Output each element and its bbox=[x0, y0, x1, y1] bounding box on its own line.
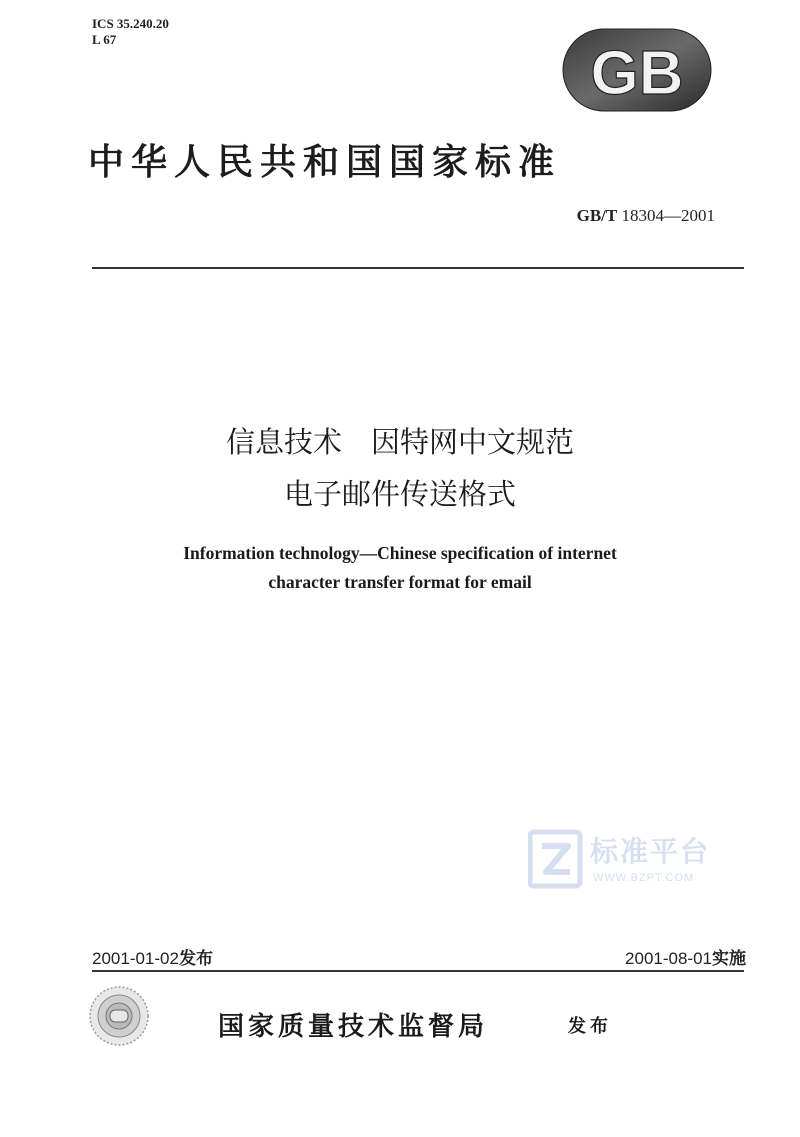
classification-codes bbox=[92, 16, 169, 48]
national-standard-title: 中华人民共和国国家标准 bbox=[88, 141, 562, 183]
header-divider bbox=[92, 267, 744, 269]
english-title-line-2: character transfer format for email bbox=[268, 572, 532, 592]
english-title-line-1: Information technology—Chinese specification of internet bbox=[183, 543, 617, 563]
implementation-date-value: 2001-08-01 bbox=[625, 949, 712, 968]
issue-date-value: 2001-01-02 bbox=[92, 949, 179, 968]
publish-label: 发布 bbox=[568, 1016, 612, 1037]
implementation-label: 实施 bbox=[712, 949, 746, 969]
issue-date bbox=[92, 944, 213, 969]
footer-divider bbox=[92, 970, 744, 972]
chinese-title-line-2: 电子邮件传送格式 bbox=[283, 477, 516, 511]
watermark-url: WWW.BZPT.COM bbox=[593, 872, 695, 884]
standard-number bbox=[470, 206, 715, 226]
standard-prefix: GB/T bbox=[576, 206, 618, 225]
gb-logo-text: GB bbox=[590, 39, 684, 108]
l-code: L 67 bbox=[92, 32, 117, 47]
seal-icon bbox=[88, 985, 150, 1047]
implementation-date bbox=[520, 944, 746, 969]
chinese-title-line-1: 信息技术 因特网中文规范 bbox=[225, 425, 574, 459]
ics-code: ICS 35.240.20 bbox=[92, 16, 169, 31]
standard-number-value: 18304—2001 bbox=[621, 206, 715, 225]
publisher: 国家质量技术监督局 bbox=[218, 1012, 489, 1042]
gb-logo bbox=[562, 28, 712, 112]
watermark-text: 标准平台 bbox=[590, 835, 711, 868]
issue-label: 发布 bbox=[178, 949, 213, 969]
